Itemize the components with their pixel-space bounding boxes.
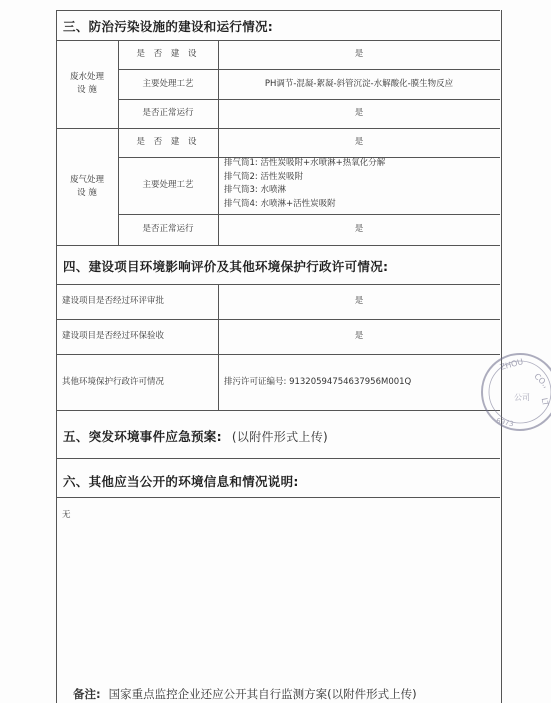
section5-note: (以附件形式上传) [231,430,328,444]
exhaust-process-label: 主要处理工艺 [142,180,194,190]
exhaust-running-value: 是 [354,224,364,234]
exhaust-process-line: 排气筒3: 水喷淋 [224,185,286,195]
exhaust-running-label: 是否正常运行 [142,224,194,234]
exhaust-built-label: 是 否 建 设 [136,137,200,147]
section3-title: 三、防治污染设施的建设和运行情况: [63,19,274,34]
wastewater-running-label: 是否正常运行 [142,108,194,118]
exhaust-built-value: 是 [354,137,364,147]
eia-approval-value: 是 [354,296,364,306]
rule [56,245,500,246]
acceptance-label: 建设项目是否经过环保验收 [62,331,165,341]
exhaust-process-line: 排气筒1: 活性炭吸附+水喷淋+热氧化分解 [224,158,386,168]
seal-text-right: CO., [532,371,551,390]
footer-text: 国家重点监控企业还应公开其自行监测方案(以附件形式上传) [108,687,417,701]
section4-title: 四、建设项目环境影响评价及其他环境保护行政许可情况: [63,259,389,274]
section5-title-text: 五、突发环境事件应急预案: [63,429,222,444]
seal-text-top: ZHOU [498,357,525,372]
eia-approval-label: 建设项目是否经过环评审批 [62,296,165,306]
wastewater-label-line2: 设 施 [77,85,97,95]
section5-title [63,427,328,445]
section6-content: 无 [62,510,71,520]
wastewater-built-label: 是 否 建 设 [136,49,200,59]
wastewater-label-line1: 废水处理 [69,72,104,82]
other-permits-value: 排污许可证编号: 91320594754637956M001Q [224,376,412,387]
section6-title: 六、其他应当公开的环境信息和情况说明: [63,474,299,489]
rule [56,458,500,459]
footer-note [73,686,417,702]
wastewater-process-label: 主要处理工艺 [142,78,194,89]
rule [56,497,500,498]
other-permits-label: 其他环境保护行政许可情况 [62,376,165,387]
seal-text-inner: 公司 [514,393,530,402]
exhaust-label [56,128,118,245]
exhaust-process-line: 排气筒4: 水喷淋+活性炭吸附 [224,198,336,209]
company-seal-stamp [478,350,551,434]
seal-text-bottom: 6973 [495,416,515,429]
wastewater-built-value: 是 [354,49,364,59]
exhaust-process-list [224,157,494,214]
exhaust-process-line: 排气筒2: 活性炭吸附 [224,171,303,182]
rule [56,10,500,11]
wastewater-label [56,40,118,128]
seal-text-mid: LT [539,397,551,407]
exhaust-label-line1: 废气处理 [69,174,104,185]
rule [56,410,500,411]
footer-label: 备注: [73,687,101,701]
exhaust-label-line2: 设 施 [77,187,97,198]
acceptance-value: 是 [354,331,364,341]
wastewater-process-value: PH调节-混凝-絮凝-斜管沉淀-水解酸化-膜生物反应 [264,78,454,89]
wastewater-running-value: 是 [354,108,364,118]
